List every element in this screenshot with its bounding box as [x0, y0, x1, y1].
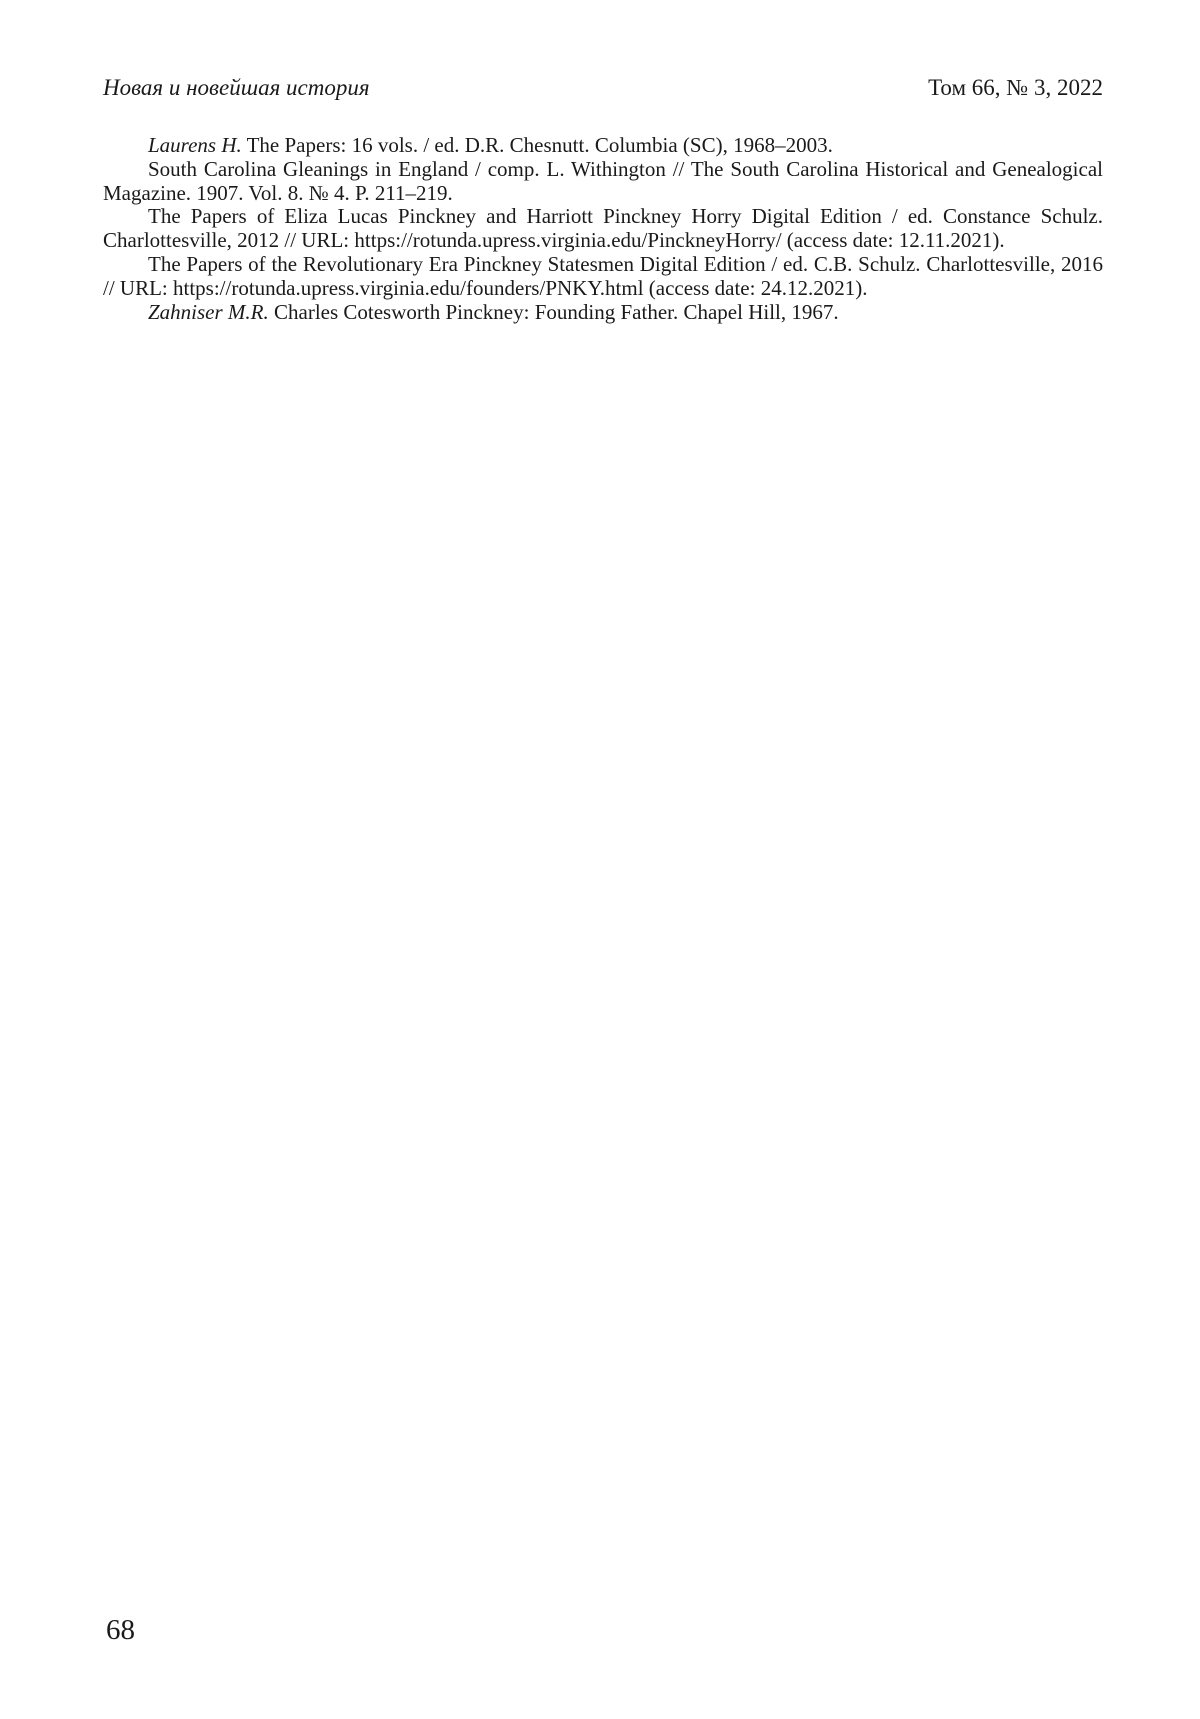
journal-title: Новая и новейшая история: [103, 75, 370, 100]
reference-text: South Carolina Gleanings in England / comp. L. Withington // The South Carolina Historical and Genealogical Magazine. 1907. Vol. 8. № 4. P. 211–219.: [103, 156, 1103, 205]
reference-author: Zahniser M.R.: [148, 299, 269, 324]
reference-author: Laurens H.: [148, 133, 242, 157]
reference-text: Charles Cotesworth Pinckney: Founding Father. Chapel Hill, 1967.: [268, 299, 839, 324]
references-list: [103, 134, 1103, 324]
running-head: [103, 75, 1103, 101]
issue-info: Том 66, № 3, 2022: [928, 75, 1103, 100]
reference-item: [103, 134, 1103, 158]
reference-item: [103, 205, 1103, 253]
reference-text: The Papers of the Revolutionary Era Pinckney Statesmen Digital Edition / ed. C.B. Schulz. Charlottesville, 2016 // URL: https://rotunda.upress.virginia.edu/founders/PNKY.html (access date: 24.12.2021).: [103, 251, 1103, 300]
page-number: 68: [106, 1614, 135, 1646]
reference-item: [103, 253, 1103, 301]
reference-item: [103, 301, 1103, 325]
reference-text: The Papers: 16 vols. / ed. D.R. Chesnutt. Columbia (SC), 1968–2003.: [241, 133, 833, 157]
reference-item: [103, 158, 1103, 206]
reference-text: The Papers of Eliza Lucas Pinckney and Harriott Pinckney Horry Digital Edition / ed. Constance Schulz. Charlottesville, 2012 // URL: https://rotunda.upress.virginia.edu/PinckneyHorry/ (access date: 12.11.2021).: [103, 204, 1103, 253]
